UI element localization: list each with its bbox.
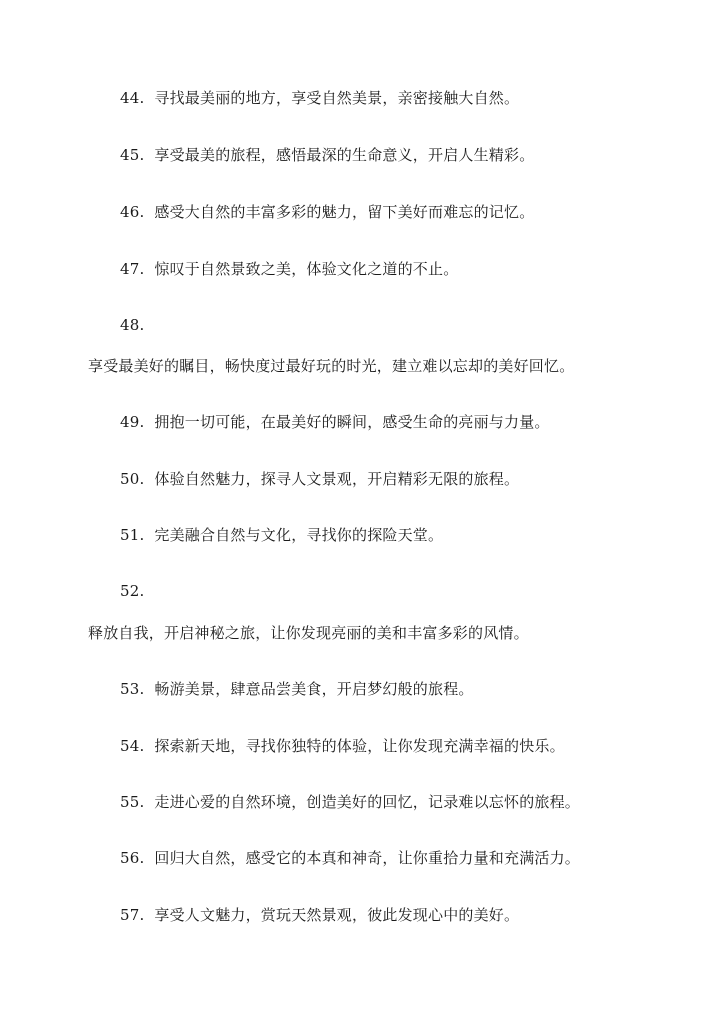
item-text: 感受大自然的丰富多彩的魅力，留下美好而难忘的记忆。	[154, 203, 535, 221]
item-number: 48.	[120, 316, 145, 334]
item-text: 享受人文魅力，赏玩天然景观，彼此发现心中的美好。	[154, 906, 520, 924]
item-number: 46.	[120, 203, 145, 221]
list-item-47	[120, 259, 458, 279]
item-number: 53.	[120, 680, 145, 698]
item-number: 47.	[120, 260, 145, 278]
item-number: 45.	[120, 146, 145, 164]
item-number: 44.	[120, 89, 145, 107]
item-text: 释放自我，开启神秘之旅，让你发现亮丽的美和丰富多彩的风情。	[88, 624, 529, 642]
item-number: 55.	[120, 793, 145, 811]
item-text: 享受最美好的瞩目，畅快度过最好玩的时光，建立难以忘却的美好回忆。	[88, 357, 575, 375]
item-number: 51.	[120, 526, 145, 544]
item-number: 52.	[120, 582, 145, 600]
list-item-46	[120, 202, 534, 222]
item-text: 惊叹于自然景致之美，体验文化之道的不止。	[154, 260, 459, 278]
list-item-56	[120, 848, 580, 868]
item-text: 回归大自然，感受它的本真和神奇，让你重拾力量和充满活力。	[154, 849, 581, 867]
item-text: 畅游美景，肆意品尝美食，开启梦幻般的旅程。	[154, 680, 474, 698]
item-text: 体验自然魅力，探寻人文景观，开启精彩无限的旅程。	[154, 470, 520, 488]
item-number: 56.	[120, 849, 145, 867]
list-item-48-text	[88, 356, 574, 376]
item-text: 探索新天地，寻找你独特的体验，让你发现充满幸福的快乐。	[154, 737, 565, 755]
item-text: 拥抱一切可能，在最美好的瞬间，感受生命的亮丽与力量。	[154, 413, 550, 431]
list-item-45	[120, 145, 534, 165]
item-text: 走进心爱的自然环境，创造美好的回忆，记录难以忘怀的旅程。	[154, 793, 581, 811]
list-item-48-number	[120, 315, 144, 335]
item-text: 享受最美的旅程，感悟最深的生命意义，开启人生精彩。	[154, 146, 535, 164]
list-item-50	[120, 469, 519, 489]
list-item-49	[120, 412, 550, 432]
list-item-57	[120, 905, 519, 925]
item-text: 寻找最美丽的地方，享受自然美景，亲密接触大自然。	[154, 89, 520, 107]
item-number: 54.	[120, 737, 145, 755]
item-number: 50.	[120, 470, 145, 488]
list-item-54	[120, 736, 565, 756]
list-item-52-text	[88, 623, 529, 643]
list-item-53	[120, 679, 474, 699]
item-number: 57.	[120, 906, 145, 924]
list-item-55	[120, 792, 580, 812]
item-text: 完美融合自然与文化，寻找你的探险天堂。	[154, 526, 444, 544]
list-item-52-number	[120, 581, 144, 601]
list-item-51	[120, 525, 443, 545]
item-number: 49.	[120, 413, 145, 431]
list-item-44	[120, 88, 519, 108]
